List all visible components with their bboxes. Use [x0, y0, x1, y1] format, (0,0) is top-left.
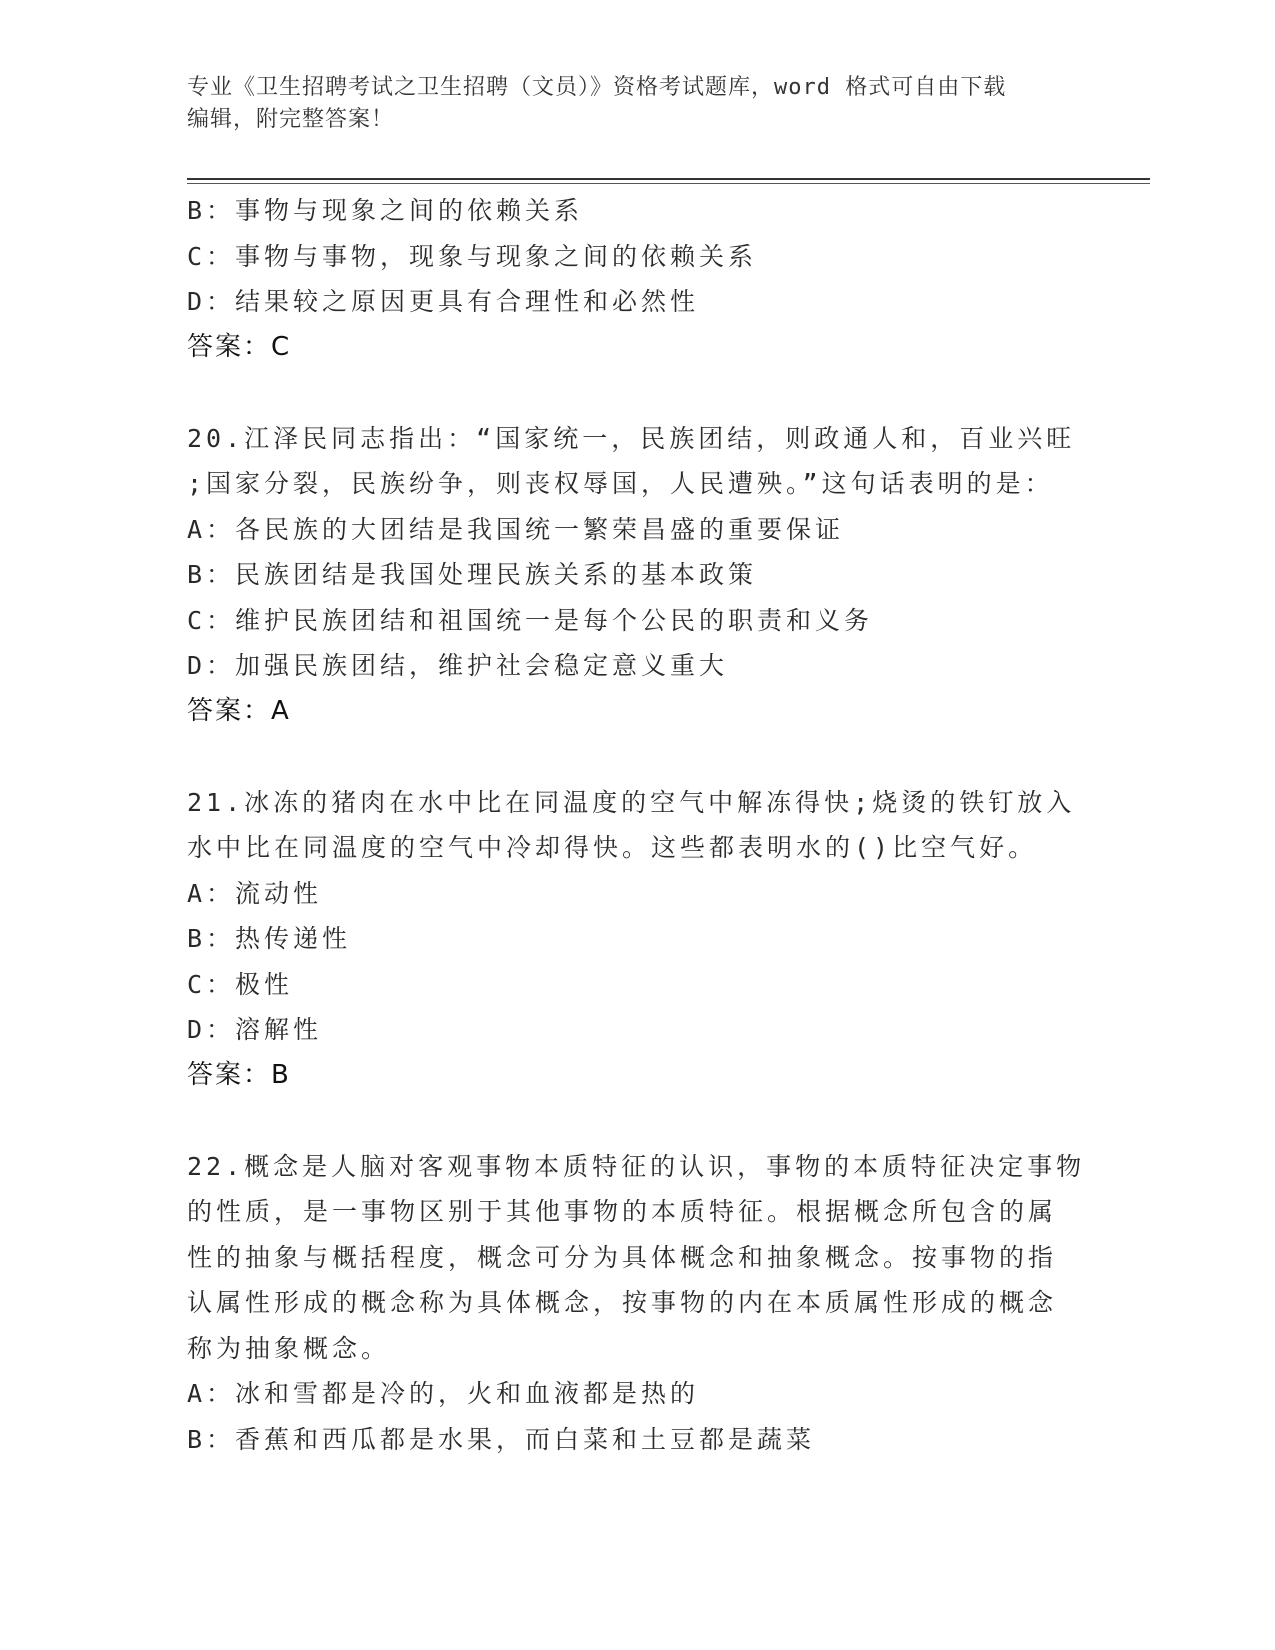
question-text-line: 的性质，是一事物区别于其他事物的本质特征。根据概念所包含的属 [187, 1197, 1058, 1226]
option-b: B：民族团结是我国处理民族关系的基本政策 [187, 560, 758, 589]
answer-line: 答案：B [187, 1059, 291, 1090]
question-text-line: 22.概念是人脑对客观事物本质特征的认识，事物的本质特征决定事物 [187, 1151, 1086, 1181]
question-text-line: 称为抽象概念。 [187, 1333, 391, 1363]
option-c: C：维护民族团结和祖国统一是每个公民的职责和义务 [187, 605, 874, 635]
answer-line: 答案：C [187, 331, 292, 362]
header-line-2: 编辑，附完整答案！ [187, 107, 395, 132]
block-spacer [187, 734, 1087, 780]
option-b: B：香蕉和西瓜都是水果，而白菜和土豆都是蔬菜 [187, 1424, 816, 1454]
option-d: D：结果较之原因更具有合理性和必然性 [187, 287, 700, 316]
question-text-line: 性的抽象与概括程度，概念可分为具体概念和抽象概念。按事物的指 [187, 1242, 1058, 1272]
question-block-22 [187, 1144, 1087, 1463]
question-block-19 [187, 188, 1087, 370]
question-text-line: 21.冰冻的猪肉在水中比在同温度的空气中解冻得快;烧烫的铁钉放入 [187, 787, 1076, 817]
block-spacer [187, 370, 1087, 416]
answer-line: 答案：A [187, 695, 291, 726]
option-d: D：加强民族团结，维护社会稳定意义重大 [187, 651, 729, 680]
question-text-line: 20.江泽民同志指出：“国家统一，民族团结，则政通人和，百业兴旺 [187, 423, 1076, 453]
option-a: A：流动性 [187, 878, 323, 908]
question-text-line: 水中比在同温度的空气中冷却得快。这些都表明水的()比空气好。 [187, 833, 1038, 862]
option-d: D：溶解性 [187, 1015, 323, 1044]
block-spacer [187, 1098, 1087, 1144]
question-block-20 [187, 416, 1087, 735]
header-line-1: 专业《卫生招聘考试之卫生招聘（文员）》资格考试题库，word 格式可自由下载 [187, 75, 1007, 100]
question-text-line: 认属性形成的概念称为具体概念，按事物的内在本质属性形成的概念 [187, 1288, 1058, 1317]
option-c: C：极性 [187, 969, 294, 999]
header-divider-thin [187, 183, 1150, 184]
option-b: B：事物与现象之间的依赖关系 [187, 196, 584, 225]
option-a: A：各民族的大团结是我国统一繁荣昌盛的重要保证 [187, 514, 845, 544]
option-c: C：事物与事物，现象与现象之间的依赖关系 [187, 241, 758, 271]
question-list [187, 188, 1087, 1462]
question-text-line: ;国家分裂，民族纷争，则丧权辱国，人民遭殃。”这句话表明的是： [187, 469, 1054, 498]
document-header [187, 72, 1087, 136]
header-divider-thick [187, 178, 1150, 180]
option-a: A：冰和雪都是冷的，火和血液都是热的 [187, 1379, 700, 1408]
question-block-21 [187, 780, 1087, 1099]
option-b: B：热传递性 [187, 924, 352, 953]
